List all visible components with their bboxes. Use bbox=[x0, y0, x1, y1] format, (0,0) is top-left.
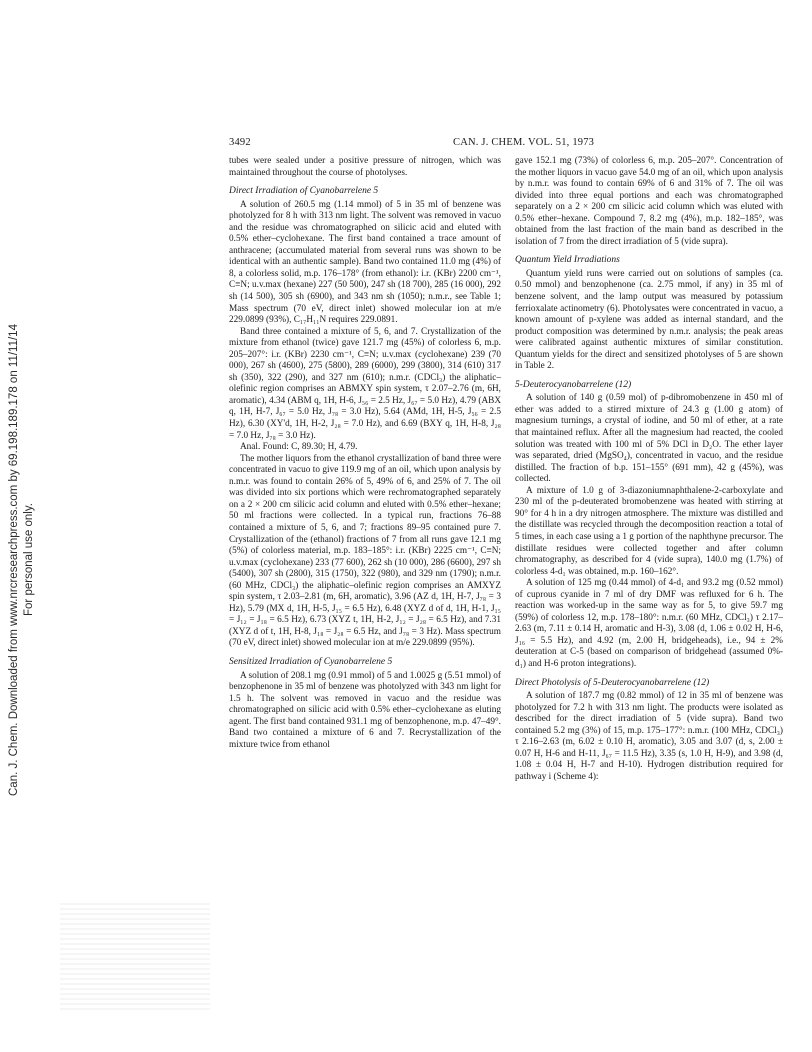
paragraph: Quantum yield runs were carried out on solutions of samples (ca. 0.50 mmol) and benzophenone (ca. 2.75 mmol, if any) in 35 ml of benzene solvent, and the lamp output was measured by potassium ferrioxalate actinometry (6). Photolysates were concentrated in vacuo, a known amount of p-xylene was added as internal standard, and the product composition was determined by n.m.r. analysis; the peak areas were calibrated against authentic mixtures of similar constitution. Quantum yields for the direct and sensitized photolyses of 5 are shown in Table 2. bbox=[515, 268, 783, 372]
paragraph: A solution of 208.1 mg (0.91 mmol) of 5 and 1.0025 g (5.51 mmol) of benzophenone in 35 ml of benzene was photolyzed with 343 nm light for 1.5 h. The solvent was removed in vacuo and the residue was chromatographed on silicic acid with 0.5% ether–cyclohexane as eluting agent. The first band contained 931.1 mg of benzophenone, m.p. 47–49°. Band two contained a mixture of 6 and 7. Recrystallization of the mixture twice from ethanol bbox=[229, 670, 501, 750]
download-watermark bbox=[2, 300, 42, 820]
section-heading-quantum-yield: Quantum Yield Irradiations bbox=[515, 255, 620, 266]
download-line: Can. J. Chem. Downloaded from www.nrcresearchpress.com by 69.198.189.178 on 11/11/14 bbox=[8, 324, 20, 796]
paragraph: A solution of 125 mg (0.44 mmol) of 4-d₁ and 93.2 mg (0.52 mmol) of cuprous cyanide in 7 ml of dry DMF was refluxed for 6 h. The reaction was worked-up in the same way as for 5, to give 59.7 mg (59%) of colorless 12, m.p. 178–180°: n.m.r. (60 MHz, CDCl₃) τ 2.17–2.63 (m, 7.11 ± 0.14 H, aromatic and H-3), 3.08 (d, 1.06 ± 0.02 H, H-6, J₁₆ = 5.5 Hz), and 4.92 (m, 2.00 H, bridgeheads), i.e., 94 ± 2% deuteration at C-5 (based on comparison of bridgehead (assumed 0%-d₁) and H-6 proton integrations). bbox=[515, 578, 783, 669]
intro-paragraph: tubes were sealed under a positive pressure of nitrogen, which was maintained throughout the course of photolyses. bbox=[229, 156, 501, 178]
section-heading-deuterocyanobarrelene: 5-Deuterocyanobarrelene (12) bbox=[515, 379, 632, 390]
analysis-line: Anal. Found: C, 89.30; H, 4.79. bbox=[240, 442, 358, 453]
paragraph: Band three contained a mixture of 5, 6, and 7. Crystallization of the mixture from ethanol (twice) gave 121.7 mg (45%) of colorless 6, m.p. 205–207°: i.r. (KBr) 2230 cm⁻¹, C≡N; u.v.max (cyclohexane) 239 (70 000), 267 sh (4600), 275 (5800), 289 (6000), 299 (3800), 314 (610) 317 sh (350), 322 (290), and 327 nm (610); n.m.r. (CDCl₃) the aliphatic–olefinic region comprises an ABMXY spin system, τ 2.07–2.76 (m, 6H, aromatic), 4.34 (ABM q, 1H, H-6, J₅₆ = 2.5 Hz, J₆₇ = 5.0 Hz), 4.79 (ABX q, 1H, H-7, J₆₇ = 5.0 Hz, J₇₈ = 3.0 Hz), 5.64 (AMd, 1H, H-5, J₅₆ = 2.5 Hz), 6.30 (XY'd, 1H, H-2, J₂₈ = 7.0 Hz), and 6.69 (BXY q, 1H, H-8, J₂₈ = 7.0 Hz, J₇₈ = 3.0 Hz). bbox=[229, 326, 501, 441]
section-heading-sensitized-irradiation: Sensitized Irradiation of Cyanobarrelene 5 bbox=[229, 656, 393, 667]
left-column bbox=[229, 156, 501, 751]
page-number: 3492 bbox=[229, 137, 251, 148]
section-heading-direct-irradiation: Direct Irradiation of Cyanobarrelene 5 bbox=[229, 186, 379, 197]
paragraph: A solution of 260.5 mg (1.14 mmol) of 5 in 35 ml of benzene was photolyzed for 8 h with 313 nm light. The solvent was removed in vacuo and the residue was chromatographed on silicic acid and eluted with 0.5% ether–cyclohexane. The first band contained a trace amount of anthracene; (accumulated material from several runs was shown to be identical with an authentic sample). Band two contained 11.0 mg (4%) of 8, a colorless solid, m.p. 176–178° (from ethanol): i.r. (KBr) 2200 cm⁻¹, C≡N; u.v.max (hexane) 227 (50 500), 247 sh (18 700), 285 (16 000), 292 sh (14 500), 305 sh (6900), and 343 nm sh (1050); n.m.r., see Table 1; Mass spectrum (70 eV, direct inlet) showed molecular ion at m/e 229.0899 (93%), C₁₇H₁₁N requires 229.0891. bbox=[229, 199, 501, 326]
paragraph: The mother liquors from the ethanol crystallization of band three were concentrated in vacuo to give 119.9 mg of an oil, which upon analysis by n.m.r. was found to contain 26% of 5, 49% of 6, and 25% of 7. The oil was divided into six portions which were rechromatographed separately on a 2 × 200 cm silicic acid column and eluted with 0.5% ether–hexane; 50 ml fractions were collected. In a typical run, fractions 76–88 contained a mixture of 5, 6, and 7; fractions 89–95 contained pure 7. Crystallization of the (ethanol) fractions of 7 from all runs gave 12.1 mg (5%) of colorless material, m.p. 183–185°: i.r. (KBr) 2225 cm⁻¹, C≡N; u.v.max (cyclohexane) 233 (77 600), 262 sh (10 000), 286 (6600), 297 sh (5400), 307 sh (2800), 315 (1750), 322 (980), and 329 nm (1790); n.m.r. (60 MHz, CDCl₃) the aliphatic–olefinic region comprises an AMXYZ spin system, τ 2.03–2.81 (m, 6H, aromatic), 3.96 (AZ d, 1H, H-7, J₇₈ = 3 Hz), 5.79 (MX d, 1H, H-5, J₁₅ = 6.5 Hz), 6.48 (XYZ d of d, 1H, H-1, J₁₅ = J₁₂ = J₁₈ = 6.5 Hz), 6.73 (XYZ t, 1H, H-2, J₁₂ = J₂₈ = 6.5 Hz), and 7.31 (XYZ d of t, 1H, H-8, J₁₈ = J₂₈ = 6.5 Hz, and J₇₈ = 3 Hz). Mass spectrum (70 eV, direct inlet) showed molecular ion at m/e 229.0899 (95%). bbox=[229, 453, 501, 649]
scan-artifact bbox=[60, 900, 210, 1010]
right-column bbox=[515, 156, 783, 783]
paragraph: A solution of 187.7 mg (0.82 mmol) of 12 in 35 ml of benzene was photolyzed for 7.2 h with 313 nm light. The products were isolated as described for the direct irradiation of 5 (vide supra). Band two contained 5.2 mg (3%) of 15, m.p. 175–177°: n.m.r. (100 MHz, CDCl₃) τ 2.16–2.63 (m, 6.02 ± 0.10 H, aromatic), 3.05 and 3.07 (d, s, 2.00 ± 0.07 H, H-6 and H-11, J₆₇ = 11.5 Hz), 3.35 (s, 1.0 H, H-9), and 3.98 (d, 1.08 ± 0.04 H, H-7 and H-10). Hydrogen distribution required for pathway i (Scheme 4): bbox=[515, 691, 783, 782]
paragraph: A mixture of 1.0 g of 3-diazoniumnaphthalene-2-carboxylate and 230 ml of the p-deuterated bromobenzene was heated with stirring at 90° for 4 h in a dry nitrogen atmosphere. The mixture was distilled and the distillate was recycled through the decomposition reaction a total of 5 times, in each case using a 1 g portion of the naphthyne precursor. The distillate residues were collected together and after column chromatography, as described for 4 (vide supra), 140.0 mg (1.7%) of colorless 4-d₁ was obtained, m.p. 160–162°. bbox=[515, 485, 784, 577]
personal-use-line: For personal use only. bbox=[23, 503, 35, 617]
paragraph: A solution of 140 g (0.59 mol) of p-dibromobenzene in 450 ml of ether was added to a stirred mixture of 24.3 g (1.00 g atom) of magnesium turnings, a crystal of iodine, and 50 ml of ether, at a rate that maintained reflux. After all the magnesium had reacted, the cooled solution was treated with 100 ml of 5% DCl in D₂O. The ether layer was separated, dried (MgSO₄), concentrated in vacuo, and the residue distilled. The fraction of b.p. 151–155° (691 mm), 42 g (45%), was collected. bbox=[515, 393, 783, 485]
continued-paragraph: gave 152.1 mg (73%) of colorless 6, m.p. 205–207°. Concentration of the mother liquors in vacuo gave 54.0 mg of an oil, which upon analysis by n.m.r. was found to contain 69% of 6 and 31% of 7. The oil was divided into three equal portions and each was chromatographed separately on a 2 × 200 cm silicic acid column which was eluted with 0.5% ether–hexane. Compound 7, 8.2 mg (4%), m.p. 182–185°, was obtained from the last fraction of the main band as described in the isolation of 7 from the direct irradiation of 5 (vide supra). bbox=[515, 156, 783, 247]
section-heading-direct-photolysis: Direct Photolysis of 5-Deuterocyanobarrelene (12) bbox=[515, 677, 710, 688]
journal-title: CAN. J. CHEM. VOL. 51, 1973 bbox=[453, 137, 595, 148]
